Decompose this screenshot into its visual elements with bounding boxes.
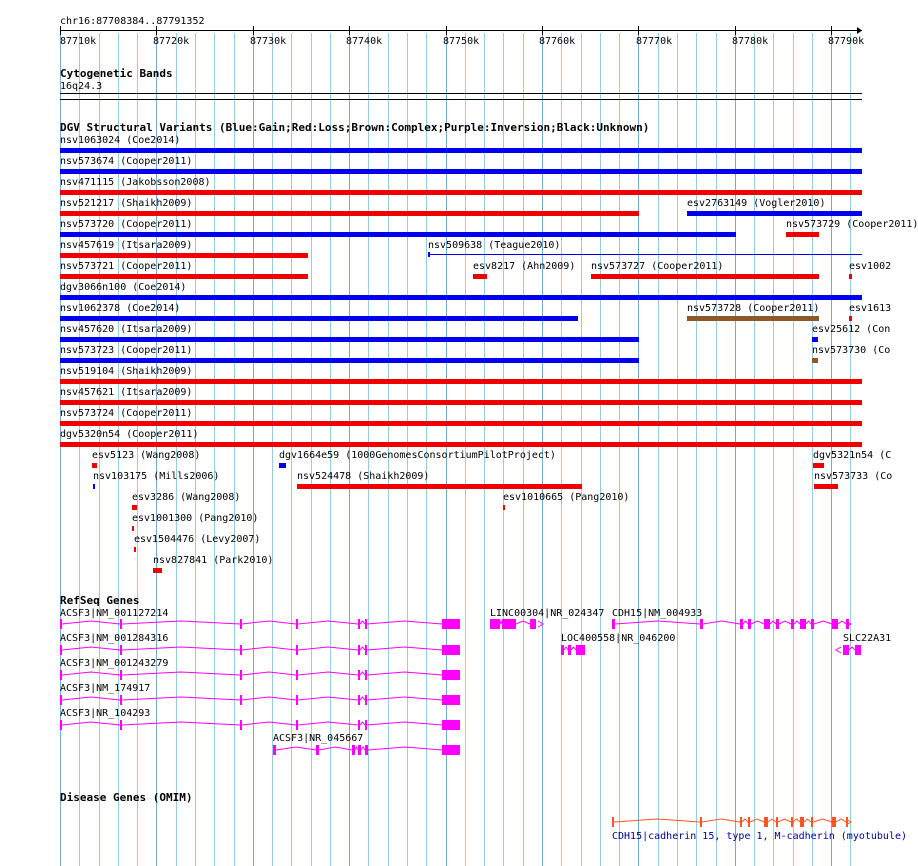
variant-bar[interactable] bbox=[60, 295, 862, 300]
gene-exon[interactable] bbox=[358, 670, 360, 680]
variant-label[interactable]: nsv573723 (Cooper2011) bbox=[60, 345, 193, 356]
gene-exon[interactable] bbox=[365, 745, 368, 755]
gene-exon[interactable] bbox=[365, 619, 367, 629]
omim-exon[interactable] bbox=[791, 817, 793, 827]
gene-exon[interactable] bbox=[358, 619, 360, 629]
gene-exon[interactable] bbox=[60, 670, 62, 680]
gene-exon[interactable] bbox=[530, 619, 536, 629]
variant-bar[interactable] bbox=[60, 421, 862, 426]
tick-label-87720k: 87720k bbox=[153, 36, 190, 47]
omim-exon[interactable] bbox=[700, 817, 702, 827]
variant-bar[interactable] bbox=[60, 190, 862, 195]
cytogenetic-track-title[interactable]: Cytogenetic Bands bbox=[60, 67, 173, 80]
tick-label-87750k: 87750k bbox=[443, 36, 480, 47]
variant-label[interactable]: nsv573728 (Cooper2011) bbox=[687, 303, 820, 314]
variant-bar[interactable] bbox=[60, 379, 862, 384]
refseq-track-title[interactable]: RefSeq Genes bbox=[60, 594, 140, 607]
variant-label[interactable]: dgv5321n54 (C bbox=[813, 450, 892, 461]
gene-exon[interactable] bbox=[561, 645, 564, 655]
variant-label[interactable]: nsv509638 (Teague2010) bbox=[428, 240, 561, 251]
gene-exon[interactable] bbox=[120, 695, 122, 705]
gene-exon[interactable] bbox=[442, 745, 460, 755]
variant-label[interactable]: nsv573733 (Co bbox=[814, 471, 893, 482]
variant-bar[interactable] bbox=[503, 505, 505, 510]
variant-bar[interactable] bbox=[473, 274, 487, 279]
gene-exon[interactable] bbox=[846, 619, 849, 629]
gene-exon[interactable] bbox=[120, 645, 122, 655]
variant-label[interactable]: nsv524478 (Shaikh2009) bbox=[297, 471, 430, 482]
variant-label[interactable]: nsv519104 (Shaikh2009) bbox=[60, 366, 193, 377]
gene-exon[interactable] bbox=[273, 745, 276, 755]
variant-label[interactable]: esv1002 bbox=[849, 261, 892, 272]
variant-bar[interactable] bbox=[60, 442, 862, 447]
gene-exon[interactable] bbox=[855, 645, 861, 655]
gene-exon[interactable] bbox=[502, 619, 516, 629]
gene-exon[interactable] bbox=[776, 619, 779, 629]
omim-exon[interactable] bbox=[776, 817, 778, 827]
gene-exon[interactable] bbox=[442, 619, 460, 629]
variant-label[interactable]: nsv827841 (Park2010) bbox=[153, 555, 274, 566]
variant-bar[interactable] bbox=[132, 526, 134, 531]
variant-label[interactable]: nsv521217 (Shaikh2009) bbox=[60, 198, 193, 209]
variant-label[interactable]: esv8217 (Ahn2009) bbox=[473, 261, 576, 272]
variant-bar[interactable] bbox=[591, 274, 819, 279]
gene-exon[interactable] bbox=[358, 745, 361, 755]
gene-label[interactable]: SLC22A31 bbox=[843, 633, 892, 644]
gene-label[interactable]: CDH15|NM_004933 bbox=[612, 608, 703, 619]
variant-label[interactable]: esv25612 (Con bbox=[812, 324, 891, 335]
gene-label[interactable]: LOC400558|NR_046200 bbox=[561, 633, 676, 644]
gene-exon[interactable] bbox=[442, 670, 460, 680]
variant-bar[interactable] bbox=[93, 484, 95, 489]
gene-exon[interactable] bbox=[365, 670, 367, 680]
omim-track-title[interactable]: Disease Genes (OMIM) bbox=[60, 791, 193, 804]
variant-label[interactable]: nsv457620 (Itsara2009) bbox=[60, 324, 193, 335]
variant-bar[interactable] bbox=[786, 232, 819, 237]
gene-exon[interactable] bbox=[442, 645, 460, 655]
tick-label-87770k: 87770k bbox=[636, 36, 673, 47]
gene-exon[interactable] bbox=[568, 645, 571, 655]
variant-bar[interactable] bbox=[60, 169, 862, 174]
gene-exon[interactable] bbox=[358, 695, 360, 705]
gene-exon[interactable] bbox=[700, 619, 703, 629]
gene-exon[interactable] bbox=[296, 619, 298, 629]
variant-label[interactable]: nsv573730 (Co bbox=[812, 345, 891, 356]
variant-bar[interactable] bbox=[60, 232, 736, 237]
gene-exon[interactable] bbox=[740, 619, 743, 629]
gene-label[interactable]: LINC00304|NR_024347 bbox=[490, 608, 605, 619]
variant-label[interactable]: nsv573729 (Cooper2011) bbox=[786, 219, 918, 230]
cytoband-label: 16q24.3 bbox=[60, 81, 103, 92]
variant-label[interactable]: nsv1062378 (Coe2014) bbox=[60, 303, 181, 314]
variant-label[interactable]: nsv103175 (Mills2006) bbox=[93, 471, 220, 482]
gene-exon[interactable] bbox=[316, 745, 319, 755]
gene-exon[interactable] bbox=[240, 720, 242, 730]
variant-bar[interactable] bbox=[428, 254, 862, 255]
gene-exon[interactable] bbox=[800, 619, 806, 629]
gene-exon[interactable] bbox=[811, 619, 814, 629]
gene-exon[interactable] bbox=[791, 619, 794, 629]
tick-label-87730k: 87730k bbox=[250, 36, 287, 47]
gene-exon[interactable] bbox=[490, 619, 500, 629]
variant-label[interactable]: dgv1664e59 (1000GenomesConsortiumPilotProject) bbox=[279, 450, 556, 461]
gene-exon[interactable] bbox=[764, 619, 770, 629]
variant-bar[interactable] bbox=[849, 274, 852, 279]
gene-exon[interactable] bbox=[612, 619, 615, 629]
gene-exon[interactable] bbox=[442, 720, 460, 730]
gene-label[interactable]: ACSF3|NM_001127214 bbox=[60, 608, 169, 619]
tick-label-87710k: 87710k bbox=[60, 36, 97, 47]
variant-bar[interactable] bbox=[134, 547, 136, 552]
tick-label-87780k: 87780k bbox=[732, 36, 769, 47]
variant-bar[interactable] bbox=[849, 316, 852, 321]
variant-label[interactable]: nsv457619 (Itsara2009) bbox=[60, 240, 193, 251]
variant-bar[interactable] bbox=[297, 484, 582, 489]
omim-exon[interactable] bbox=[740, 817, 742, 827]
variant-bar[interactable] bbox=[153, 568, 162, 573]
gene-exon[interactable] bbox=[358, 645, 360, 655]
gene-intron[interactable] bbox=[849, 647, 855, 650]
variant-bar[interactable] bbox=[60, 253, 308, 258]
dgv-track-title[interactable]: DGV Structural Variants (Blue:Gain;Red:Loss;Brown:Complex;Purple:Inversion;Black:Unknown) bbox=[60, 121, 650, 134]
gene-exon[interactable] bbox=[296, 720, 298, 730]
gene-exon[interactable] bbox=[296, 695, 298, 705]
gene-exon[interactable] bbox=[843, 645, 849, 655]
variant-bar[interactable] bbox=[812, 358, 818, 363]
variant-label[interactable]: dgv5320n54 (Cooper2011) bbox=[60, 429, 199, 440]
gene-exon[interactable] bbox=[832, 619, 838, 629]
gene-label[interactable]: ACSF3|NR_045667 bbox=[273, 733, 364, 744]
gene-exon[interactable] bbox=[748, 619, 751, 629]
omim-exon[interactable] bbox=[846, 817, 848, 827]
region-label: chr16:87708384..87791352 bbox=[60, 16, 205, 27]
gene-exon[interactable] bbox=[240, 645, 242, 655]
variant-bar[interactable] bbox=[60, 274, 308, 279]
variant-label[interactable]: nsv573674 (Cooper2011) bbox=[60, 156, 193, 167]
omim-exon[interactable] bbox=[800, 817, 804, 827]
variant-bar[interactable] bbox=[60, 358, 639, 363]
gene-label[interactable]: ACSF3|NR_104293 bbox=[60, 708, 151, 719]
omim-exon[interactable] bbox=[832, 817, 836, 827]
tick-label-87760k: 87760k bbox=[539, 36, 576, 47]
variant-label[interactable]: esv1001300 (Pang2010) bbox=[132, 513, 259, 524]
gene-label[interactable]: ACSF3|NM_001243279 bbox=[60, 658, 169, 669]
gene-exon[interactable] bbox=[296, 645, 298, 655]
variant-label[interactable]: nsv457621 (Itsara2009) bbox=[60, 387, 193, 398]
gene-exon[interactable] bbox=[120, 670, 122, 680]
variant-label[interactable]: esv2763149 (Vogler2010) bbox=[687, 198, 826, 209]
gene-exon[interactable] bbox=[352, 745, 355, 755]
variant-bar-start[interactable] bbox=[428, 252, 430, 257]
gene-exon[interactable] bbox=[576, 645, 585, 655]
ruler-arrow-icon bbox=[857, 27, 862, 34]
gene-exon[interactable] bbox=[60, 619, 62, 629]
variant-label[interactable]: nsv573721 (Cooper2011) bbox=[60, 261, 193, 272]
variant-bar[interactable] bbox=[60, 337, 639, 342]
variant-bar[interactable] bbox=[132, 505, 137, 510]
variant-bar[interactable] bbox=[687, 316, 819, 321]
variant-bar[interactable] bbox=[60, 211, 639, 216]
gene-exon[interactable] bbox=[365, 645, 367, 655]
omim-exon[interactable] bbox=[748, 817, 750, 827]
variant-bar[interactable] bbox=[814, 484, 838, 489]
variant-label[interactable]: nsv573727 (Cooper2011) bbox=[591, 261, 724, 272]
gene-exon[interactable] bbox=[120, 720, 122, 730]
variant-bar[interactable] bbox=[60, 148, 862, 153]
variant-label[interactable]: nsv573724 (Cooper2011) bbox=[60, 408, 193, 419]
variant-bar[interactable] bbox=[60, 400, 862, 405]
gene-direction-icon bbox=[836, 647, 841, 653]
gene-exon[interactable] bbox=[240, 695, 242, 705]
variant-label[interactable]: esv1010665 (Pang2010) bbox=[503, 492, 630, 503]
gene-exon[interactable] bbox=[120, 619, 122, 629]
omim-exon[interactable] bbox=[764, 817, 768, 827]
gene-exon[interactable] bbox=[296, 670, 298, 680]
variant-bar[interactable] bbox=[687, 211, 862, 216]
gene-exon[interactable] bbox=[358, 720, 360, 730]
variant-label[interactable]: esv3286 (Wang2008) bbox=[132, 492, 241, 503]
gene-exon[interactable] bbox=[365, 720, 367, 730]
omim-exon[interactable] bbox=[811, 817, 813, 827]
gene-exon[interactable] bbox=[240, 619, 242, 629]
gene-label[interactable]: ACSF3|NM_001284316 bbox=[60, 633, 169, 644]
variant-label[interactable]: nsv1063024 (Coe2014) bbox=[60, 135, 181, 146]
variant-bar[interactable] bbox=[813, 463, 824, 468]
variant-bar[interactable] bbox=[92, 463, 97, 468]
tick-label-87790k: 87790k bbox=[828, 36, 865, 47]
gene-exon[interactable] bbox=[365, 695, 367, 705]
variant-label[interactable]: esv5123 (Wang2008) bbox=[92, 450, 201, 461]
variant-bar[interactable] bbox=[60, 316, 578, 321]
variant-label[interactable]: dgv3066n100 (Coe2014) bbox=[60, 282, 187, 293]
variant-label[interactable]: esv1504476 (Levy2007) bbox=[134, 534, 261, 545]
variant-label[interactable]: nsv573720 (Cooper2011) bbox=[60, 219, 193, 230]
omim-exon[interactable] bbox=[612, 817, 614, 827]
variant-bar[interactable] bbox=[279, 463, 286, 468]
variant-label[interactable]: esv1613 bbox=[849, 303, 892, 314]
gene-exon[interactable] bbox=[60, 720, 62, 730]
tick-label-87740k: 87740k bbox=[346, 36, 383, 47]
variant-label[interactable]: nsv471115 (Jakobsson2008) bbox=[60, 177, 211, 188]
omim-feature-label[interactable]: CDH15|cadherin 15, type 1, M-cadherin (myotubule) bbox=[612, 831, 908, 842]
gene-label[interactable]: ACSF3|NM_174917 bbox=[60, 683, 151, 694]
variant-bar[interactable] bbox=[812, 337, 818, 342]
gene-exon[interactable] bbox=[442, 695, 460, 705]
gene-exon[interactable] bbox=[60, 695, 62, 705]
gene-exon[interactable] bbox=[60, 645, 62, 655]
gene-exon[interactable] bbox=[240, 670, 242, 680]
